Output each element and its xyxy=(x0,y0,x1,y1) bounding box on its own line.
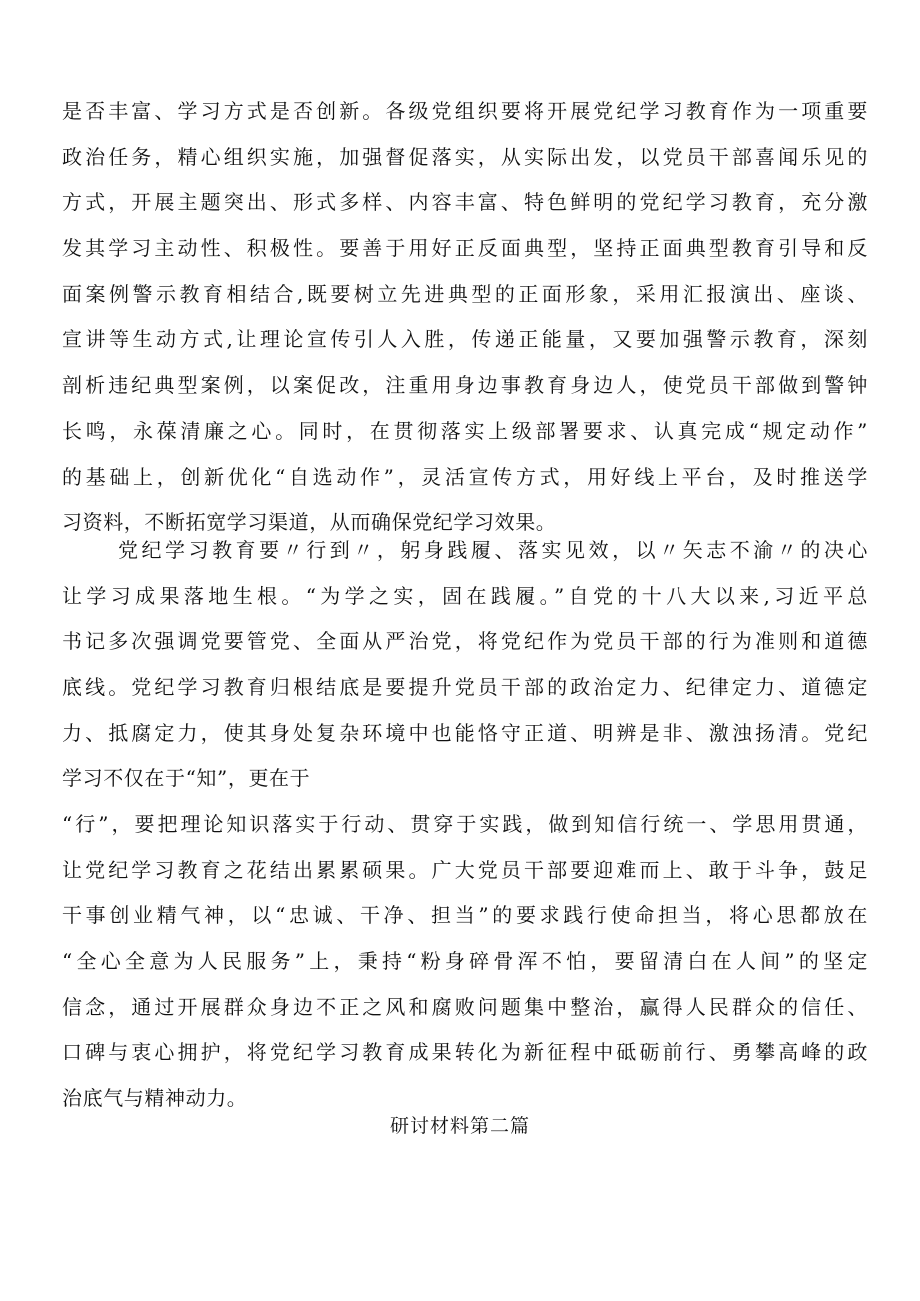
text-line: 的基础上，创新优化“自选动作”，灵活宣传方式，用好线上平台，及时推送学 xyxy=(62,464,868,489)
text-line: 治底气与精神动力。 xyxy=(62,1086,248,1111)
text-line: “行”，要把理论知识落实于行动、贯穿于实践，做到知信行统一、学思用贯通， xyxy=(62,812,868,836)
paragraph-3 xyxy=(62,802,868,1122)
text-line: 方式，开展主题突出、形式多样、内容丰富、特色鲜明的党纪学习教育，充分激 xyxy=(62,190,868,215)
text-line: 习资料，不断拓宽学习渠道，从而确保党纪学习效果。 xyxy=(62,510,557,535)
text-line: 口碑与衷心拥护，将党纪学习教育成果转化为新征程中砥砺前行、勇攀高峰的政 xyxy=(62,1040,868,1065)
text-line: 信念，通过开展群众身边不正之风和腐败问题集中整治，赢得人民群众的信任、 xyxy=(62,994,868,1019)
text-line: 书记多次强调党要管党、全面从严治党，将党纪作为党员干部的行为准则和道德 xyxy=(62,629,868,654)
text-line: 让党纪学习教育之花结出累累硕果。广大党员干部要迎难而上、敢于斗争，鼓足 xyxy=(62,857,868,882)
section-title: 研讨材料第二篇 xyxy=(389,1115,530,1137)
text-line: 干事创业精气神，以“忠诚、干净、担当”的要求践行使命担当，将心思都放在 xyxy=(62,903,868,928)
text-line: 是否丰富、学习方式是否创新。各级党组织要将开展党纪学习教育作为一项重要 xyxy=(62,99,868,123)
text-line: 面案例警示教育相结合,既要树立先进典型的正面形象，采用汇报演出、座谈、 xyxy=(62,281,868,306)
paragraph-2 xyxy=(62,528,868,802)
text-line: 力、抵腐定力，使其身处复杂环境中也能恪守正道、明辨是非、激浊扬清。党纪 xyxy=(62,720,868,745)
paragraph-1 xyxy=(62,89,868,546)
text-line: 政治任务，精心组织实施，加强督促落实，从实际出发，以党员干部喜闻乐见的 xyxy=(62,144,868,169)
text-line: 发其学习主动性、积极性。要善于用好正反面典型，坚持正面典型教育引导和反 xyxy=(62,236,868,261)
text-line: “全心全意为人民服务”上，秉持“粉身碎骨浑不怕，要留清白在人间”的坚定 xyxy=(62,949,868,974)
text-line: 让学习成果落地生根。“为学之实，固在践履。”自党的十八大以来,习近平总 xyxy=(62,583,868,608)
text-line: 党纪学习教育要〃行到〃，躬身践履、落实见效，以〃矢志不渝〃的决心 xyxy=(118,538,868,562)
text-line: 宣讲等生动方式,让理论宣传引人入胜，传递正能量，又要加强警示教育，深刻 xyxy=(62,327,868,352)
text-line: 学习不仅在于“知”，更在于 xyxy=(62,766,311,791)
text-line: 剖析违纪典型案例，以案促改，注重用身边事教育身边人，使党员干部做到警钟 xyxy=(62,373,868,398)
text-line: 长鸣，永葆清廉之心。同时，在贯彻落实上级部署要求、认真完成“规定动作” xyxy=(62,418,868,443)
text-line: 底线。党纪学习教育归根结底是要提升党员干部的政治定力、纪律定力、道德定 xyxy=(62,675,868,700)
